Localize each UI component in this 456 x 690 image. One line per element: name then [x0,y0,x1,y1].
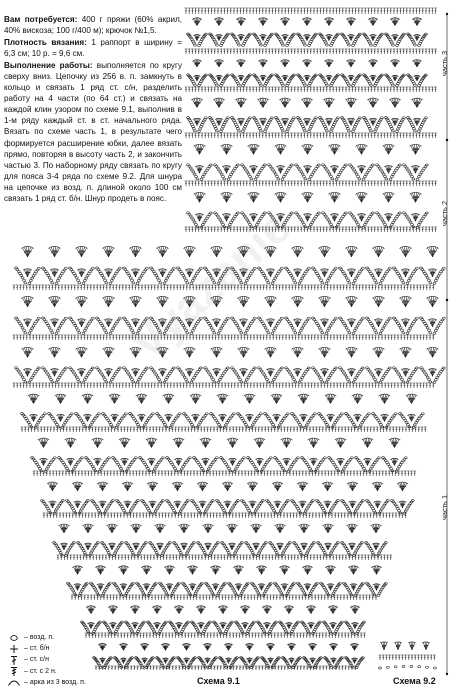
legend-text: – ст. с/н [24,654,49,665]
work-label: Выполнение работы: [4,61,93,70]
sc-icon [4,643,24,654]
pattern-description [4,14,182,205]
legend-text: – ст. с 2 н. [24,666,57,677]
scheme-9-2-caption: Схема 9.2 [393,676,436,686]
materials-text: 400 г пряжи (60% акрил, 40% вискоза; 100 г/400 м); крючок №1,5. [4,15,182,35]
legend-item [4,643,124,654]
legend-item [4,666,124,677]
dc-icon [4,654,24,665]
legend-text: – ст. б/н [24,643,49,654]
chain-icon [4,632,24,643]
arch-icon [4,677,24,688]
legend-item [4,632,124,643]
legend-item [4,654,124,665]
legend-text: – возд. п. [24,632,54,643]
density-paragraph [4,37,182,59]
scheme-9-1-caption: Схема 9.1 [197,676,240,686]
part-3-label: часть 3 [440,51,449,76]
symbol-legend [4,632,124,688]
work-paragraph [4,60,182,204]
materials-label: Вам потребуется: [4,15,77,24]
part-1-label: часть 1 [440,495,449,520]
watermark: Vyazanie [120,199,301,370]
legend-item [4,677,124,688]
density-text: 1 раппорт в ширину = 6,3 см; 10 р. = 9,6 см. [4,38,182,58]
tr-icon [4,665,24,676]
materials-paragraph [4,14,182,36]
legend-text: – арка из 3 возд. п. [24,677,86,688]
part-2-label: часть 2 [440,201,449,226]
work-text: выполняется по кругу сверху вниз. Цепочку из 256 в. п. замкнуть в кольцо и связать 1 ряд ст. с/н, разделить работу на 4 части (по 64 ст.) и связать на каждой клин узором по схеме 9.1, выполнив в 1-м ряду каждый ст. в ст. начального ряда. Вязать по схеме часть 1, в результате чего формируется расширение юбки, далее вязать прямо, повторяя в высоту часть 2, и закончить частью 3. По наборному ряду связать по кругу для пояса 3-4 ряда по схеме 9.2. Для шнура на цепочке из возд. п. длиной около 100 см связать 1 ряд ст. б/н. Шнур продеть в пояс. [4,61,182,203]
density-label: Плотность вязания: [4,38,87,47]
